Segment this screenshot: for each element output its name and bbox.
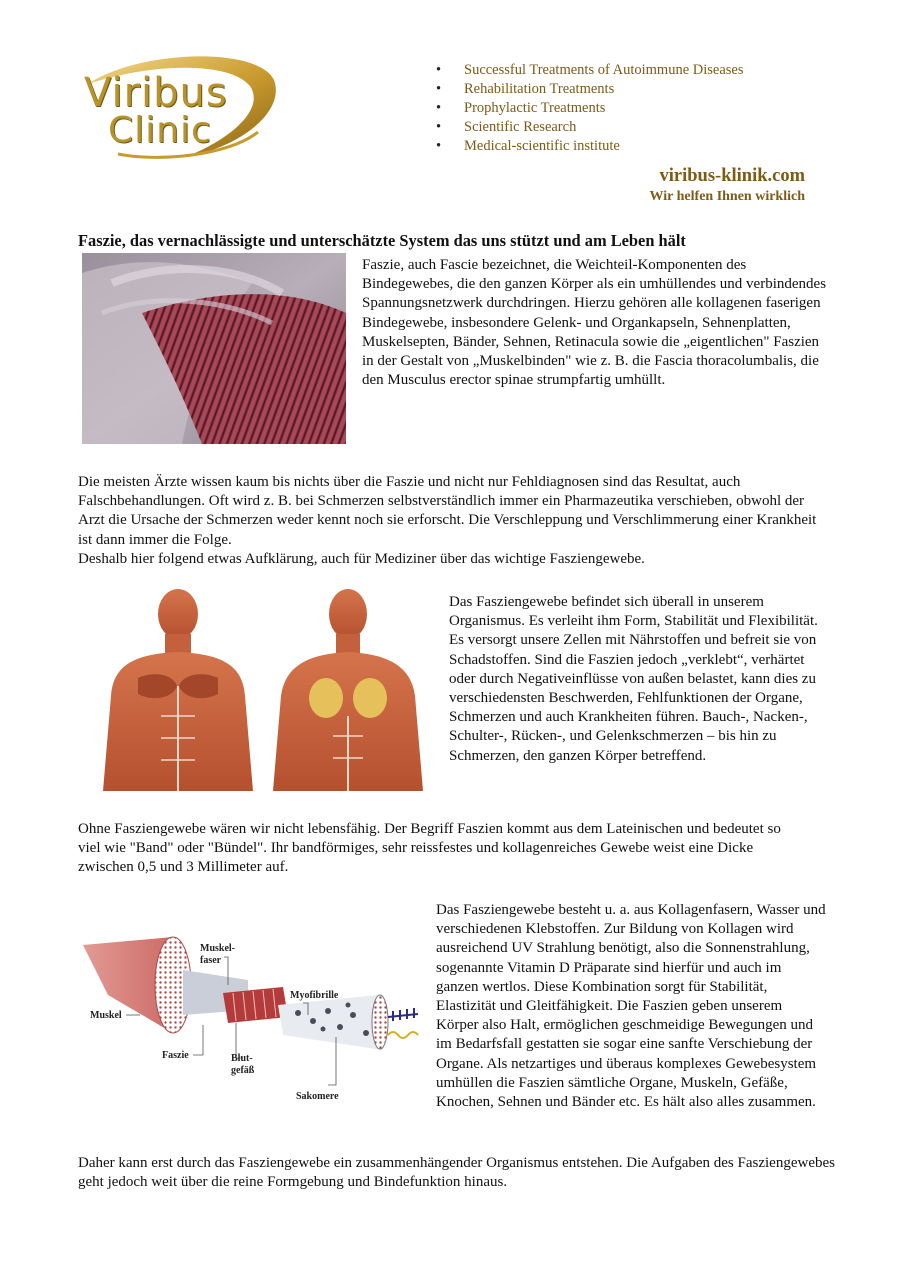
site-info	[650, 165, 805, 206]
label-muskel: Muskel	[90, 1010, 122, 1021]
paragraph-composition: Das Fasziengewebe besteht u. a. aus Kollagenfasern, Wasser und verschiedenen Klebstoffen. Zur Bildung von Kollagen wird ausreichend UV Strahlung benötigt, also die Sonnenstrahlung, sogenannte Vitamin D Präparate sind hierfür und auch im ganzen wertlos. Diese Kombination sorgt für Stabilität, Elastizität und Gleitfähigkeit. Die Faszien geben unserem Körper also Halt, ermöglichen geschmeidige Bewegungen und im Bedarfsfall gestatten sie sogar eine sanfte Verschiebung der Organe. Als netzartiges und überaus komplexes Gewebesystem umhüllen die Faszien sämtliche Organe, Muskeln, Gefäße, Knochen, Sehnen und Bänder etc. Es hält also alles zusammen.	[436, 902, 826, 1111]
label-muskelfaser-2: faser	[200, 955, 222, 966]
nav-item-autoimmune[interactable]: • Successful Treatments of Autoimmune Diseases	[436, 61, 744, 80]
label-blutgefaess-1: Blut-	[231, 1053, 253, 1064]
label-muskelfaser-1: Muskel-	[200, 943, 235, 954]
logo-text-clinic: Clinic	[108, 110, 212, 151]
article-title: Faszie, das vernachlässigte und unterschätzte System das uns stützt und am Leben hält	[78, 231, 686, 250]
nav-item-institute[interactable]: • Medical-scientific institute	[436, 137, 744, 156]
nav-item-research[interactable]: • Scientific Research	[436, 118, 744, 137]
paragraph-doctors	[78, 473, 828, 569]
logo-text-viribus: Viribus	[84, 70, 228, 116]
nav-item-rehabilitation[interactable]: • Rehabilitation Treatments	[436, 80, 744, 99]
label-blutgefaess-2: gefäß	[231, 1065, 255, 1076]
label-sakomere: Sakomere	[296, 1091, 339, 1102]
muscle-structure-diagram	[78, 925, 423, 1115]
paragraph-doctors-main: Die meisten Ärzte wissen kaum bis nichts über die Faszie und nicht nur Fehldiagnosen sind das Resultat, auch Falschbehandlungen. Oft wird z. B. bei Schmerzen selbstverständlich immer ein Pharmazeutika verschieben, obwohl der Arzt die Ursache der Schmerzen weder kennt noch sie erforscht. Die Verschleppung und Verschlimmerung einer Krankheit ist dann immer die Folge.	[78, 474, 817, 548]
fascia-closeup-image	[82, 253, 346, 444]
slogan: Wir helfen Ihnen wirklich	[649, 189, 805, 204]
label-faszie: Faszie	[162, 1050, 189, 1061]
paragraph-conclusion: Daher kann erst durch das Fasziengewebe ein zusammenhängender Organismus entstehen. Die Aufgaben des Fasziengewebes geht jedoch weit über die reine Formgebung und Bindefunktion hinaus.	[78, 1155, 835, 1191]
label-myofibrille: Myofibrille	[290, 990, 339, 1001]
paragraph-latin: Ohne Fasziengewebe wären wir nicht lebensfähig. Der Begriff Faszien kommt aus dem Lateinischen und bedeutet so viel wie "Band" oder "Bündel". Ihr bandförmiges, sehr reissfestes und kollagenreiches Gewebe weist eine Dicke zwischen 0,5 und 3 Millimeter auf.	[78, 821, 781, 876]
paragraph-tissue: Das Fasziengewebe befindet sich überall in unserem Organismus. Es verleiht ihm Form, Stabilität und Flexibilität. Es versorgt unsere Zellen mit Nährstoffen und befreit sie von Schadstoffen. Sind die Faszien jedoch „verklebt“, verhärtet oder durch Negativeinflüsse von außen belastet, kann dies zu verschiedensten Beschwerden, Fehlfunktionen der Organe, Schmerzen und auch Krankheiten führen. Bauch-, Nacken-, Schulter-, Rücken-, und Gelenkschmerzen – bis hin zu Schmerzen, den ganzen Körper betreffend.	[449, 594, 818, 764]
website-link[interactable]: viribus-klinik.com	[659, 166, 805, 186]
clinic-logo[interactable]	[78, 52, 283, 164]
nav-item-prophylactic[interactable]: • Prophylactic Treatments	[436, 99, 744, 118]
paragraph-intro: Faszie, auch Fascie bezeichnet, die Weichteil-Komponenten des Bindegewebes, die den ganzen Körper als ein umhüllendes und verbindendes Spannungsnetzwerk durchdringen. Hierzu gehören alle kollagenen faserigen Bindegewebe, insbesondere Gelenk- und Organkapseln, Sehnenplatten, Muskelsepten, Bänder, Sehnen, Retinacula sowie die „eigentlichen" Faszien in der Gestalt von „Muskelbinden" wie z. B. die Fascia thoracolumbalis, die den Musculus erector spinae strumpfartig umhüllt.	[362, 257, 827, 389]
services-list	[436, 61, 744, 156]
muscle-anatomy-image	[93, 586, 438, 791]
paragraph-doctors-note: Deshalb hier folgend etwas Aufklärung, auch für Mediziner über das wichtige Fasziengewebe.	[78, 550, 645, 567]
